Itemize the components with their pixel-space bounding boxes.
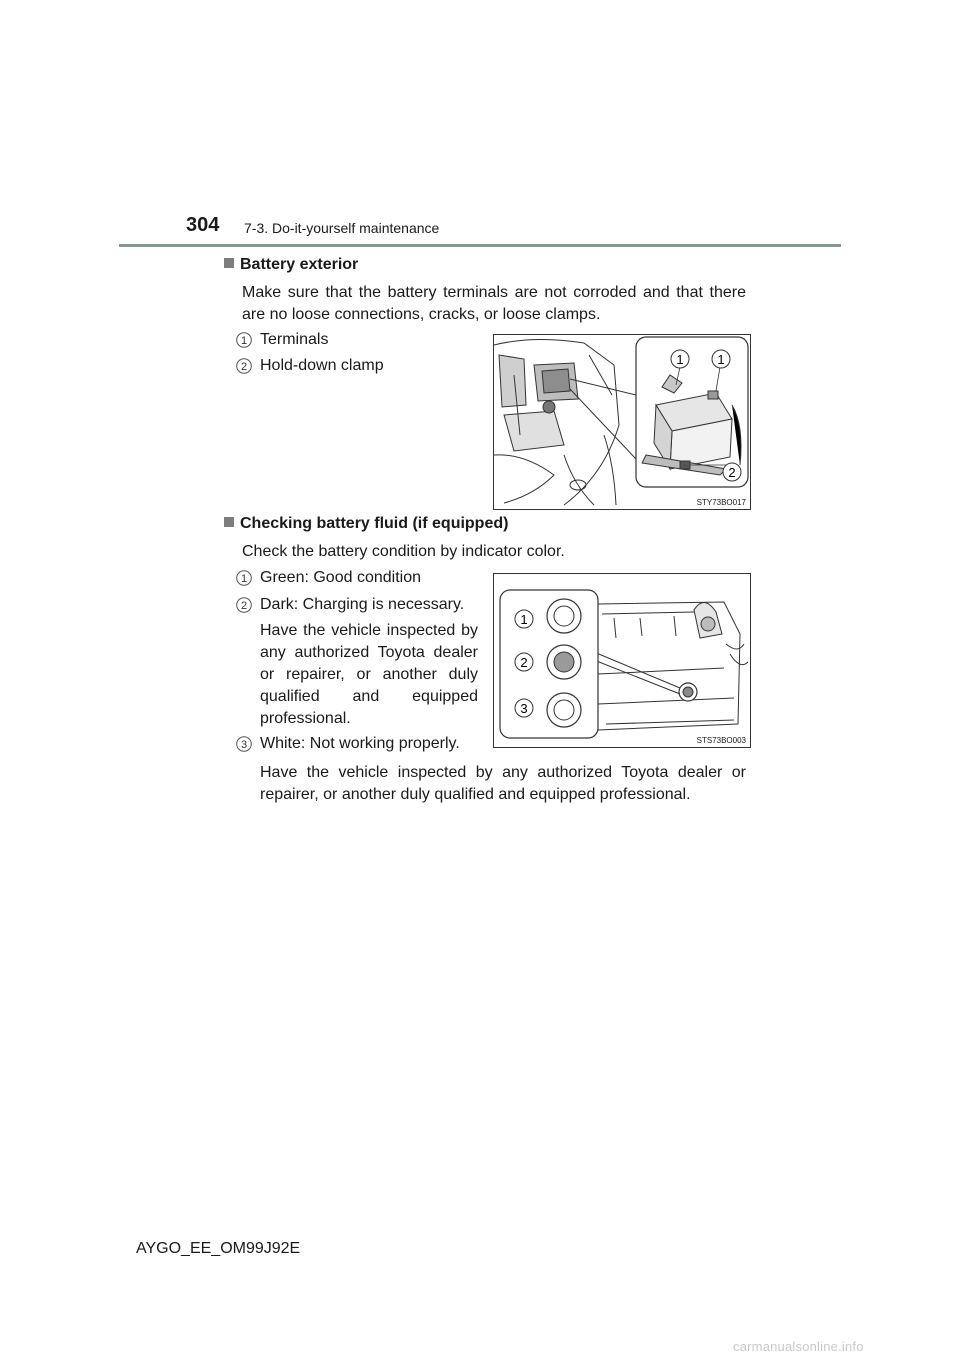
section-title: 7-3. Do-it-yourself maintenance [244,220,440,236]
battery-exterior-paragraph: Make sure that the battery terminals are not corroded and that there are no loose connections, cracks, or loose clamps. [242,284,746,323]
svg-text:2: 2 [728,465,736,480]
item-hold-down-clamp: Hold-down clamp [260,357,384,374]
item-terminals: Terminals [260,331,329,348]
figure-callout-2-icon [515,653,533,671]
svg-text:1: 1 [240,335,248,347]
item-white-note: Have the vehicle inspected by any authorized Toyota dealer or repairer, or another duly qualified and equipped professional. [260,764,746,803]
figure-code: STS73BO003 [696,736,746,745]
battery-fluid-paragraph: Check the battery condition by indicator color. [242,543,565,560]
callout-2-icon [236,597,252,613]
indicator-green-icon [547,599,581,633]
figure-callout-1a-icon [671,350,689,368]
engine-bay-illustration [494,335,750,509]
watermark: carmanualsonline.info [733,1339,864,1354]
battery-exterior-figure [493,334,751,510]
indicator-white-icon [547,693,581,727]
figure-callout-2-icon [723,463,741,481]
page-number: 304 [186,214,220,236]
square-bullet-icon [224,258,234,268]
callout-2-icon [236,358,252,374]
svg-text:2: 2 [240,361,248,373]
indicator-dark-icon [547,645,581,679]
figure-callout-3-icon [515,699,533,717]
callout-1-icon [236,570,252,586]
battery-indicator-figure [493,573,751,748]
battery-indicator-illustration [494,574,750,747]
header-rule [119,244,841,247]
svg-text:3: 3 [520,701,528,716]
item-green: Green: Good condition [260,569,421,586]
item-dark-note: Have the vehicle inspected by any authorized Toyota dealer or repairer, or another duly qualified and equipped professional. [260,622,478,727]
square-bullet-icon [224,517,234,527]
item-dark: Dark: Charging is necessary. [260,596,465,613]
svg-text:1: 1 [676,352,684,367]
svg-text:3: 3 [240,739,248,751]
callout-3-icon [236,736,252,752]
item-white: White: Not working properly. [260,735,460,752]
document-code: AYGO_EE_OM99J92E [136,1240,301,1257]
svg-text:2: 2 [240,600,248,612]
svg-text:1: 1 [240,573,248,585]
heading-battery-fluid: Checking battery fluid (if equipped) [224,515,508,533]
heading-battery-exterior: Battery exterior [224,256,358,274]
figure-callout-1-icon [515,610,533,628]
svg-text:2: 2 [520,655,528,670]
svg-text:1: 1 [520,612,528,627]
figure-callout-1b-icon [712,350,730,368]
svg-text:1: 1 [717,352,725,367]
callout-1-icon [236,332,252,348]
figure-code: STY73BO017 [696,498,746,507]
